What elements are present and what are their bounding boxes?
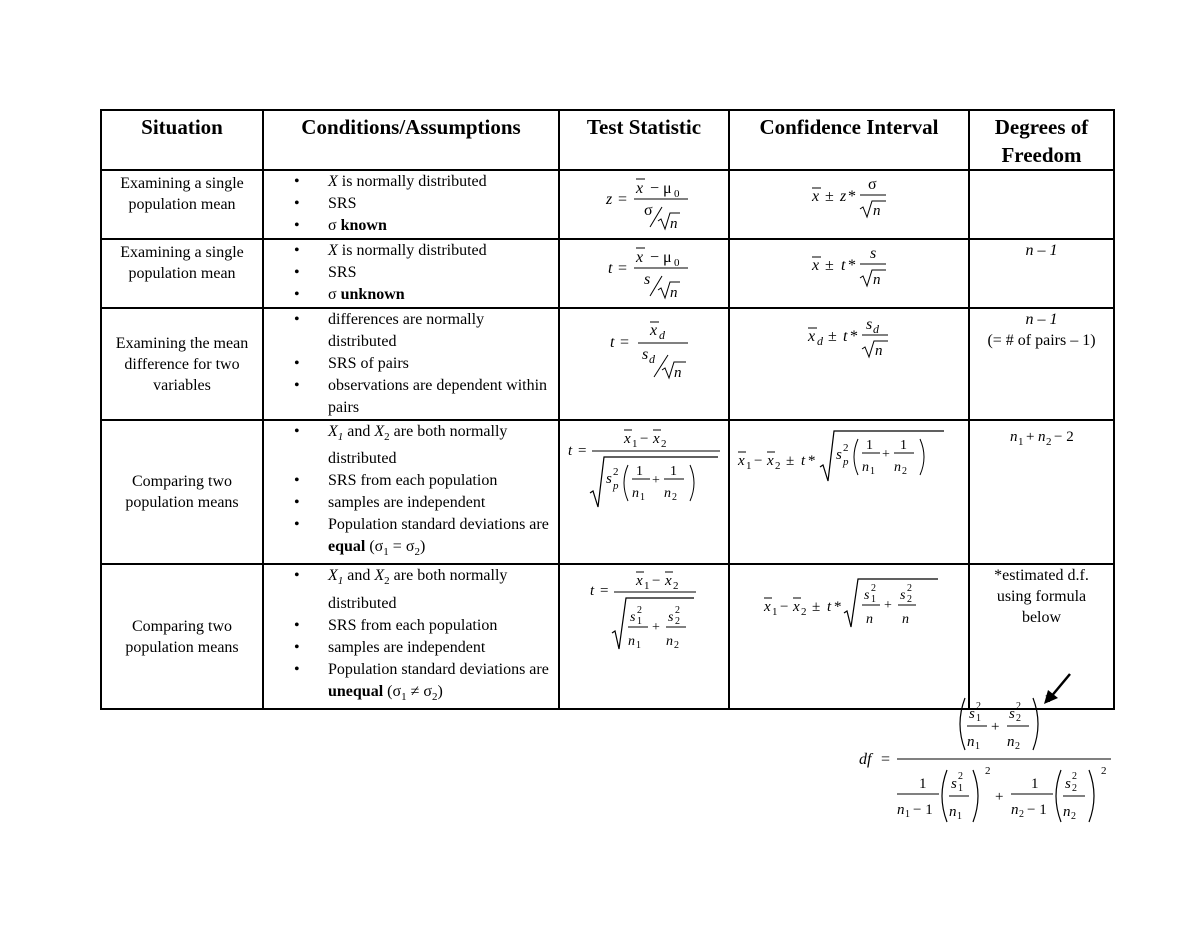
svg-text:n: n <box>873 272 881 288</box>
condition-item: • samples are independent <box>294 637 554 659</box>
svg-text:s: s <box>900 588 906 604</box>
svg-text:1: 1 <box>632 438 638 450</box>
svg-text:n: n <box>862 460 869 475</box>
confidence-interval-cell <box>729 420 969 564</box>
header-situation: Situation <box>101 110 263 170</box>
svg-text:*: * <box>848 257 856 274</box>
svg-text:1: 1 <box>905 809 910 820</box>
svg-text:n: n <box>967 734 975 750</box>
conditions-list <box>264 240 554 306</box>
condition-item: • SRS <box>294 262 554 284</box>
svg-text:x: x <box>738 453 745 469</box>
svg-text:t: t <box>801 453 806 469</box>
condition-item: • X is normally distributed <box>294 240 554 262</box>
condition-item: • Population standard deviations are unequal $(\sigma_1 \ne \sigma_2)$ <box>294 659 554 708</box>
svg-text:s: s <box>836 447 842 463</box>
condition-item: • SRS from each population <box>294 615 554 637</box>
svg-text:1: 1 <box>637 616 642 628</box>
svg-text:s: s <box>642 346 649 363</box>
svg-text:n: n <box>632 486 639 501</box>
svg-text:±: ± <box>812 599 821 616</box>
svg-text:x: x <box>764 599 771 616</box>
condition-item: • $X_1$ and $X_2$ are both normally distributed <box>294 565 554 614</box>
test-statistic-cell <box>559 239 729 308</box>
svg-text:+: + <box>991 719 1000 735</box>
table-row <box>101 239 1114 308</box>
svg-text:1: 1 <box>636 640 641 652</box>
pooled-t-interval-formula <box>734 421 966 501</box>
header-conditions: Conditions/Assumptions <box>263 110 559 170</box>
df-cell <box>969 420 1114 564</box>
svg-text:1: 1 <box>772 606 778 619</box>
svg-text:1: 1 <box>958 783 963 794</box>
situation-cell <box>101 564 263 708</box>
condition-item: • X is normally distributed <box>294 171 554 193</box>
svg-text:2: 2 <box>637 605 642 617</box>
svg-text:n: n <box>897 802 905 818</box>
svg-text:s: s <box>668 610 674 626</box>
svg-text:− μ: − μ <box>650 249 672 266</box>
svg-text:n: n <box>873 203 881 219</box>
svg-text:2: 2 <box>1045 693 1051 705</box>
condition-item: • SRS <box>294 193 554 215</box>
df-text: n – 1 <box>1025 311 1058 328</box>
svg-text:2: 2 <box>907 594 912 606</box>
svg-text:x: x <box>812 188 820 205</box>
svg-text:x: x <box>665 573 672 590</box>
svg-text:2: 2 <box>613 466 619 478</box>
svg-text:=: = <box>881 751 891 768</box>
svg-text:s: s <box>1065 776 1071 792</box>
svg-text:=: = <box>600 583 609 600</box>
svg-text:2: 2 <box>1045 436 1051 448</box>
svg-text:2: 2 <box>674 640 679 652</box>
t-test-formula <box>564 240 724 302</box>
svg-text:− μ: − μ <box>650 180 672 197</box>
conditions-list <box>264 171 554 237</box>
df-note: (= # of pairs – 1) <box>987 332 1096 349</box>
condition-item: • SRS from each population <box>294 470 554 492</box>
svg-text:0: 0 <box>674 257 680 269</box>
svg-text:t: t <box>590 583 595 600</box>
header-degrees-of-freedom: Degrees of Freedom <box>969 110 1114 170</box>
svg-text:n: n <box>674 365 682 381</box>
svg-text:2: 2 <box>871 583 876 595</box>
svg-text:2: 2 <box>902 466 907 477</box>
svg-text:2: 2 <box>1019 809 1024 820</box>
svg-text:s: s <box>644 271 651 288</box>
svg-text:s: s <box>1009 706 1015 722</box>
svg-text:d: d <box>649 352 655 366</box>
svg-text:−: − <box>640 431 649 447</box>
svg-text:±: ± <box>825 188 834 205</box>
svg-text:x: x <box>812 257 820 274</box>
svg-text:x: x <box>636 573 643 590</box>
svg-text:1: 1 <box>640 492 645 503</box>
svg-text:t: t <box>608 260 613 277</box>
svg-text:t: t <box>827 599 832 616</box>
svg-text:2: 2 <box>672 492 677 503</box>
conditions-cell <box>263 308 559 420</box>
svg-text:n: n <box>1063 804 1071 820</box>
svg-text:±: ± <box>828 328 837 345</box>
z-interval-formula <box>734 171 964 227</box>
pooled-t-test-formula <box>564 421 726 511</box>
t-interval-formula <box>734 240 964 296</box>
svg-text:x: x <box>767 453 774 469</box>
conditions-list <box>264 421 554 563</box>
svg-text:σ: σ <box>868 176 877 193</box>
svg-text:z: z <box>840 188 847 205</box>
svg-text:n: n <box>1009 429 1017 445</box>
svg-text:1: 1 <box>644 580 650 593</box>
svg-text:2: 2 <box>976 701 981 712</box>
svg-text:1: 1 <box>866 438 873 453</box>
table-row <box>101 308 1114 420</box>
svg-text:p: p <box>613 480 619 492</box>
svg-text:2: 2 <box>958 771 963 782</box>
svg-text:+: + <box>882 447 890 462</box>
svg-text:=: = <box>618 260 628 277</box>
svg-text:2: 2 <box>1071 811 1076 822</box>
svg-text:+: + <box>1025 429 1034 445</box>
svg-text:1: 1 <box>1017 436 1023 448</box>
svg-text:n: n <box>894 460 901 475</box>
svg-text:=: = <box>578 443 587 459</box>
svg-text:s: s <box>951 776 957 792</box>
df-pooled-formula <box>982 421 1102 451</box>
svg-text:t: t <box>841 257 846 274</box>
df-cell <box>969 239 1114 308</box>
svg-text:df: df <box>859 751 872 768</box>
svg-text:d: d <box>873 322 879 336</box>
situation-text: Examining a single population mean <box>120 244 244 282</box>
svg-text:t: t <box>610 334 615 351</box>
svg-text:1: 1 <box>900 438 907 453</box>
conditions-list <box>264 309 554 419</box>
svg-text:2: 2 <box>1072 783 1077 794</box>
svg-text:+: + <box>652 620 660 636</box>
svg-text:−: − <box>652 573 661 590</box>
svg-text:p: p <box>843 456 849 468</box>
svg-text:t: t <box>568 443 573 459</box>
paired-t-test-formula <box>564 309 724 381</box>
welch-t-interval-formula <box>734 565 966 645</box>
svg-text:x: x <box>650 322 658 339</box>
table-row <box>101 420 1114 564</box>
svg-text:1: 1 <box>919 776 927 792</box>
svg-text:− 2: − 2 <box>1053 429 1074 445</box>
situation-cell <box>101 239 263 308</box>
svg-text:1: 1 <box>1031 776 1039 792</box>
statistics-table <box>100 109 1115 710</box>
condition-item: • SRS of pairs <box>294 353 554 375</box>
svg-text:*: * <box>808 453 816 469</box>
svg-text:σ: σ <box>644 202 653 219</box>
condition-item: • Population standard deviations are equal $(\sigma_1 = \sigma_2)$ <box>294 514 554 563</box>
condition-item: • σ known <box>294 215 554 237</box>
svg-text:x: x <box>653 431 660 447</box>
svg-text:− 1: − 1 <box>1027 802 1047 818</box>
svg-text:+: + <box>652 473 660 488</box>
conditions-cell <box>263 239 559 308</box>
svg-text:t: t <box>843 328 848 345</box>
svg-text:s: s <box>606 471 612 487</box>
svg-text:1: 1 <box>976 713 981 724</box>
svg-text:n: n <box>1037 429 1045 445</box>
condition-item: • differences are normally distributed <box>294 309 554 353</box>
svg-text:s: s <box>864 588 870 604</box>
condition-item: • observations are dependent within pairs <box>294 375 554 419</box>
svg-text:*: * <box>834 599 842 616</box>
svg-text:x: x <box>636 180 644 197</box>
svg-text:x: x <box>793 599 800 616</box>
svg-text:*: * <box>850 328 858 345</box>
svg-text:2: 2 <box>775 460 781 472</box>
z-test-formula <box>564 171 724 233</box>
svg-text:x: x <box>636 249 644 266</box>
svg-text:n: n <box>875 343 883 359</box>
svg-text:2: 2 <box>1072 771 1077 782</box>
svg-text:1: 1 <box>975 741 980 752</box>
test-statistic-cell <box>559 308 729 420</box>
svg-text:s: s <box>630 610 636 626</box>
svg-text:−: − <box>754 453 763 469</box>
svg-text:− 1: − 1 <box>913 802 933 818</box>
situation-text: Comparing two population means <box>125 617 239 656</box>
condition-item: • σ unknown <box>294 284 554 306</box>
condition-item: • samples are independent <box>294 492 554 514</box>
svg-text:1: 1 <box>636 464 643 479</box>
svg-text:n: n <box>670 216 678 232</box>
svg-text:n: n <box>666 634 673 650</box>
svg-text:s: s <box>870 245 877 262</box>
svg-text:2: 2 <box>661 438 667 450</box>
welch-t-test-formula <box>564 565 726 655</box>
svg-text:=: = <box>618 191 628 208</box>
conditions-cell <box>263 170 559 239</box>
svg-text:+: + <box>995 789 1004 805</box>
df-text: n – 1 <box>1025 242 1058 259</box>
test-statistic-cell <box>559 420 729 564</box>
header-test-statistic: Test Statistic <box>559 110 729 170</box>
svg-text:*: * <box>848 188 856 205</box>
svg-text:n: n <box>628 634 635 650</box>
table-row <box>101 170 1114 239</box>
df-text: *estimated d.f. using formula below <box>994 567 1089 627</box>
svg-text:n: n <box>664 486 671 501</box>
svg-text:2: 2 <box>907 583 912 595</box>
svg-text:x: x <box>808 328 816 345</box>
svg-text:d: d <box>817 334 823 348</box>
svg-text:±: ± <box>786 453 795 469</box>
svg-text:1: 1 <box>670 464 677 479</box>
svg-text:2: 2 <box>985 765 991 777</box>
svg-text:2: 2 <box>843 442 849 454</box>
test-statistic-cell <box>559 170 729 239</box>
paired-t-interval-formula <box>734 309 964 365</box>
svg-text:n: n <box>1007 734 1015 750</box>
svg-text:n: n <box>949 804 957 820</box>
svg-text:n: n <box>902 612 909 628</box>
svg-text:2: 2 <box>1101 765 1107 777</box>
condition-item: • $X_1$ and $X_2$ are both normally distributed <box>294 421 554 470</box>
svg-text:n: n <box>866 612 873 628</box>
conditions-cell <box>263 564 559 708</box>
svg-text:1: 1 <box>746 460 752 472</box>
svg-text:d: d <box>659 328 665 342</box>
df-cell <box>969 308 1114 420</box>
situation-text: Examining the mean difference for two variables <box>115 334 249 394</box>
svg-text:2: 2 <box>801 606 807 619</box>
svg-text:1: 1 <box>957 811 962 822</box>
welch-df-formula <box>855 684 1125 834</box>
svg-text:2: 2 <box>675 605 680 617</box>
df-cell <box>969 170 1114 239</box>
svg-text:x: x <box>624 431 631 447</box>
svg-text:0: 0 <box>674 188 680 200</box>
confidence-interval-cell <box>729 239 969 308</box>
svg-text:z: z <box>606 191 613 208</box>
svg-text:2: 2 <box>1016 713 1021 724</box>
situation-text: Comparing two population means <box>125 473 239 512</box>
svg-text:±: ± <box>825 257 834 274</box>
test-statistic-cell <box>559 564 729 708</box>
conditions-list <box>264 565 554 707</box>
conditions-cell <box>263 420 559 564</box>
svg-text:1: 1 <box>871 594 876 606</box>
svg-text:2: 2 <box>675 616 680 628</box>
svg-text:n: n <box>670 285 678 301</box>
svg-text:2: 2 <box>673 580 679 593</box>
header-row <box>101 110 1114 170</box>
situation-cell <box>101 420 263 564</box>
situation-cell <box>101 308 263 420</box>
confidence-interval-cell <box>729 308 969 420</box>
svg-text:s: s <box>866 316 873 333</box>
svg-text:2: 2 <box>1015 741 1020 752</box>
header-confidence-interval: Confidence Interval <box>729 110 969 170</box>
confidence-interval-cell <box>729 170 969 239</box>
svg-text:s: s <box>969 706 975 722</box>
situation-text: Examining a single population mean <box>120 175 244 213</box>
svg-text:−: − <box>780 599 789 616</box>
svg-text:=: = <box>620 334 630 351</box>
situation-cell <box>101 170 263 239</box>
svg-text:+: + <box>884 598 892 614</box>
svg-text:n: n <box>1011 802 1019 818</box>
svg-text:1: 1 <box>870 466 875 477</box>
svg-text:2: 2 <box>1016 701 1021 712</box>
